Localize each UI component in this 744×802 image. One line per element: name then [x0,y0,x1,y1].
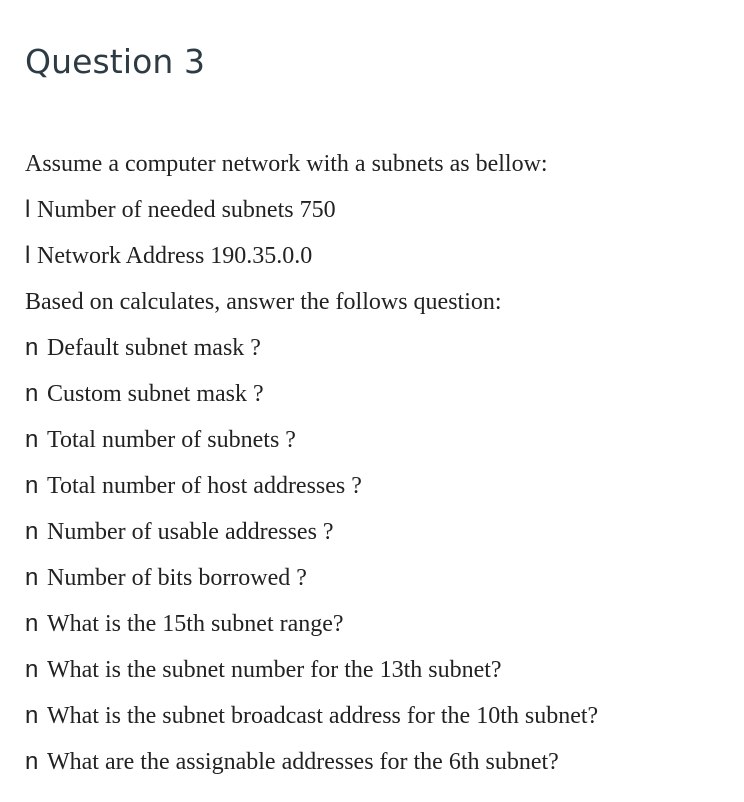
question-body [25,141,735,785]
question-text: Number of usable addresses ? [47,519,334,545]
bullet-marker: n [25,472,39,499]
question-text: What is the 15th subnet range? [47,611,344,637]
question-item [25,417,735,463]
question-text: What is the subnet number for the 13th subnet? [47,657,502,683]
question-item [25,463,735,509]
bullet-marker: n [25,426,39,453]
given-text: Network Address 190.35.0.0 [37,243,313,269]
intro-text: Assume a computer network with a subnets as bellow: [25,151,548,177]
bullet-marker: n [25,380,39,407]
question-item [25,739,735,785]
question-text: What are the assignable addresses for the 6th subnet? [47,749,559,775]
question-text: Total number of host addresses ? [47,473,362,499]
bullet-marker: n [25,334,39,361]
bullet-marker: n [25,518,39,545]
question-item [25,555,735,601]
bullet-marker: n [25,656,39,683]
question-text: Number of bits borrowed ? [47,565,307,591]
given-item [25,233,735,279]
bullet-marker: l [25,242,31,269]
question-text: Total number of subnets ? [47,427,296,453]
bullet-marker: l [25,196,31,223]
question-item [25,693,735,739]
question-item [25,509,735,555]
bullet-marker: n [25,564,39,591]
question-text: Default subnet mask ? [47,335,261,361]
question-title: Question 3 [25,42,206,81]
given-text: Number of needed subnets 750 [37,197,336,223]
question-text: What is the subnet broadcast address for the 10th subnet? [47,703,599,729]
bullet-marker: n [25,702,39,729]
question-item [25,601,735,647]
bullet-marker: n [25,610,39,637]
question-item [25,647,735,693]
question-item [25,325,735,371]
given-item [25,187,735,233]
bullet-marker: n [25,748,39,775]
prompt-text: Based on calculates, answer the follows question: [25,289,502,315]
question-item [25,371,735,417]
question-text: Custom subnet mask ? [47,381,264,407]
